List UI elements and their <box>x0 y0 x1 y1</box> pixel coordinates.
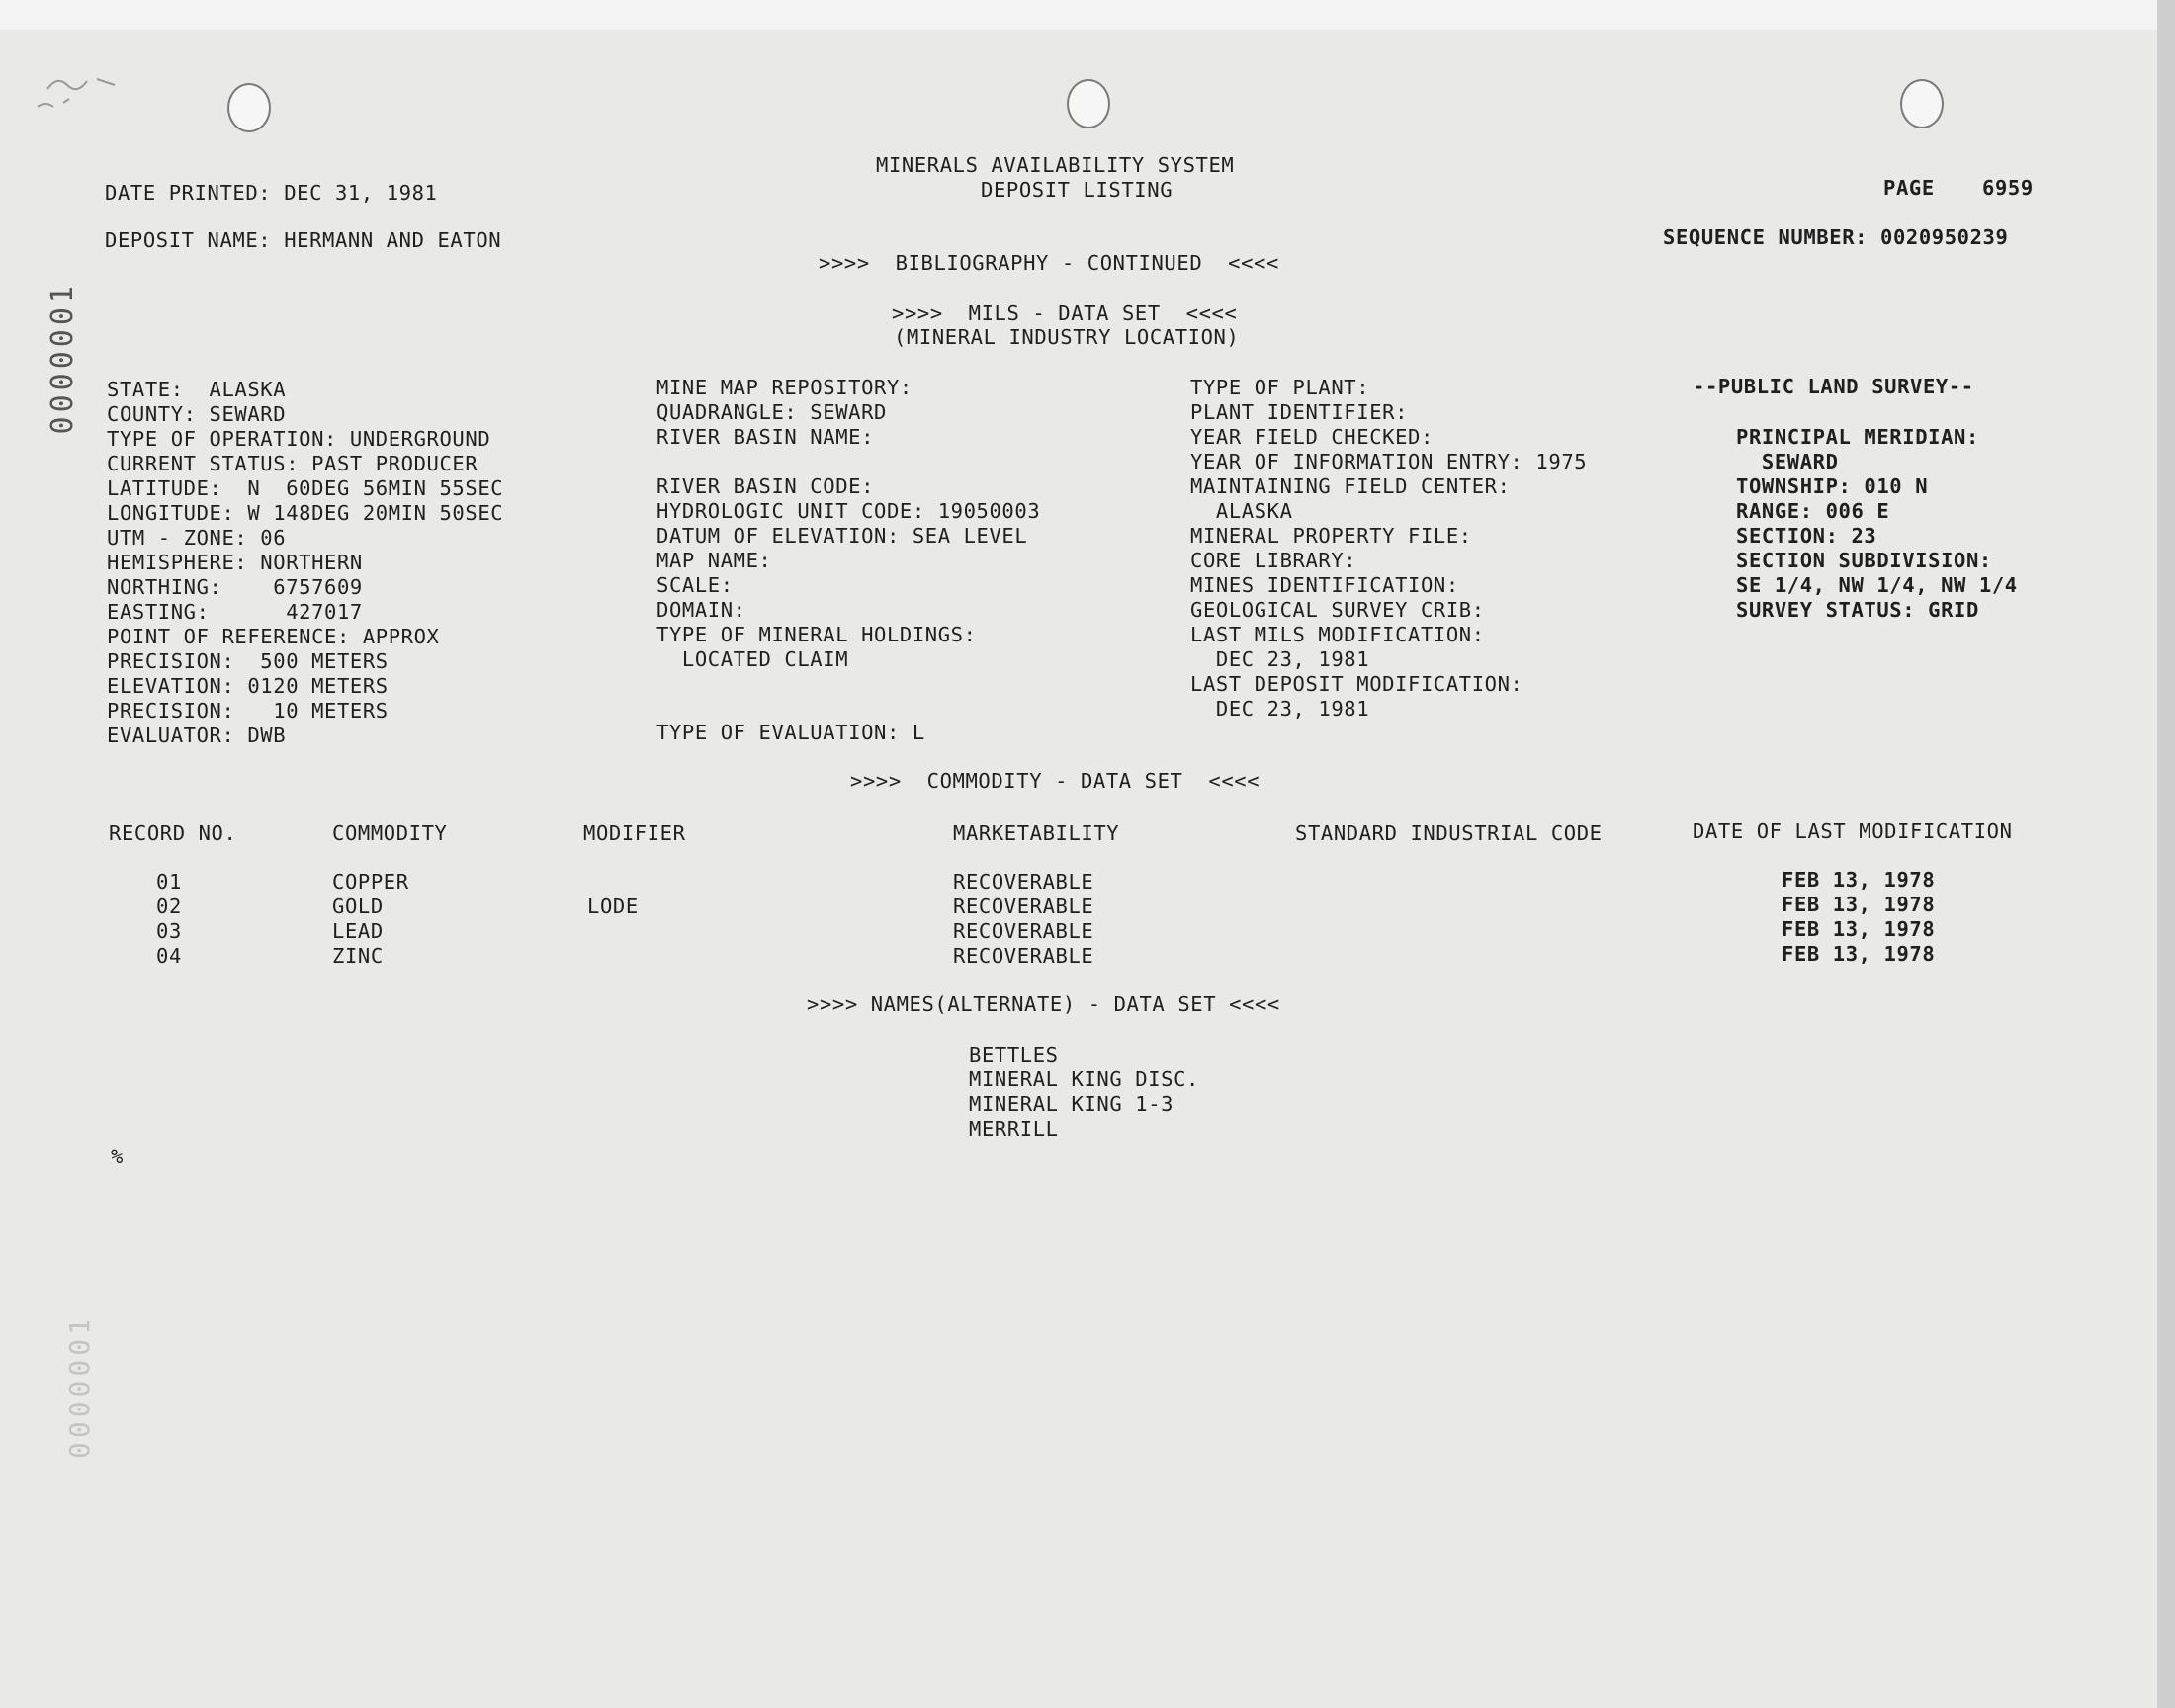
mils-field: DATUM OF ELEVATION: SEA LEVEL <box>656 524 1028 548</box>
page-label: PAGE <box>1883 176 1935 200</box>
mils-heading: >>>> MILS - DATA SET <<<< <box>892 301 1238 325</box>
mils-field: DEC 23, 1981 <box>1190 647 1370 671</box>
mils-field: POINT OF REFERENCE: APPROX <box>107 625 440 648</box>
mils-field: PLANT IDENTIFIER: <box>1190 400 1409 424</box>
list-item: BETTLES <box>969 1043 1059 1067</box>
mils-field: CURRENT STATUS: PAST PRODUCER <box>107 452 478 475</box>
mils-field: DEC 23, 1981 <box>1190 697 1370 721</box>
page-right-edge <box>2157 0 2175 1708</box>
mils-field: HYDROLOGIC UNIT CODE: 19050003 <box>656 499 1041 523</box>
mils-field: GEOLOGICAL SURVEY CRIB: <box>1190 598 1485 622</box>
names-heading: >>>> NAMES(ALTERNATE) - DATA SET <<<< <box>807 992 1280 1016</box>
last-modified-date: FEB 13, 1978 <box>1782 917 1936 941</box>
mils-field: PRECISION: 10 METERS <box>107 699 389 723</box>
microfiche-frame-code: 0000001 <box>45 282 80 435</box>
mils-field: EASTING: 427017 <box>107 600 363 624</box>
mils-field: RANGE: 006 E <box>1736 499 1890 523</box>
column-header: RECORD NO. <box>109 821 237 845</box>
mils-field: SECTION: 23 <box>1736 524 1877 548</box>
mils-field: TYPE OF MINERAL HOLDINGS: <box>656 623 977 646</box>
mils-field: TYPE OF OPERATION: UNDERGROUND <box>107 427 491 451</box>
record-number: 02 <box>156 895 182 918</box>
bibliography-heading: >>>> BIBLIOGRAPHY - CONTINUED <<<< <box>819 251 1279 275</box>
mils-field: TOWNSHIP: 010 N <box>1736 474 1929 498</box>
mils-field: MINERAL PROPERTY FILE: <box>1190 524 1472 548</box>
mils-subheading: (MINERAL INDUSTRY LOCATION) <box>894 325 1240 349</box>
punch-hole-center <box>1067 79 1110 128</box>
mils-field: TYPE OF EVALUATION: L <box>656 721 925 744</box>
deposit-name: DEPOSIT NAME: HERMANN AND EATON <box>105 228 502 252</box>
column-header: MODIFIER <box>583 821 686 845</box>
mils-field: PRINCIPAL MERIDIAN: <box>1736 425 1979 449</box>
modifier: LODE <box>587 895 639 918</box>
mils-field: EVALUATOR: DWB <box>107 724 287 747</box>
last-modified-date: FEB 13, 1978 <box>1782 868 1936 892</box>
mils-field: YEAR OF INFORMATION ENTRY: 1975 <box>1190 450 1588 473</box>
sequence-number: SEQUENCE NUMBER: 0020950239 <box>1663 225 2009 249</box>
mils-field: DOMAIN: <box>656 598 746 622</box>
list-item: MERRILL <box>969 1117 1059 1141</box>
pencil-scribble <box>28 67 166 117</box>
commodity-name: LEAD <box>332 919 384 943</box>
record-number: 01 <box>156 870 182 894</box>
punch-hole-right <box>1900 79 1944 128</box>
punch-hole-left <box>227 83 271 132</box>
mils-field: YEAR FIELD CHECKED: <box>1190 425 1434 449</box>
mils-field: RIVER BASIN NAME: <box>656 425 875 449</box>
mils-field: SCALE: <box>656 573 734 597</box>
page-number: 6959 <box>1982 176 2034 200</box>
mils-field: SE 1/4, NW 1/4, NW 1/4 <box>1736 573 2018 597</box>
mils-field: COUNTY: SEWARD <box>107 402 287 426</box>
faded-frame-code: 0000001 <box>63 1315 96 1460</box>
marketability: RECOVERABLE <box>953 919 1094 943</box>
commodity-name: COPPER <box>332 870 409 894</box>
mils-field: QUADRANGLE: SEWARD <box>656 400 887 424</box>
list-item: MINERAL KING DISC. <box>969 1068 1199 1091</box>
last-modified-date: FEB 13, 1978 <box>1782 942 1936 966</box>
record-number: 03 <box>156 919 182 943</box>
column-header: COMMODITY <box>332 821 448 845</box>
commodity-name: GOLD <box>332 895 384 918</box>
page-top-edge <box>0 0 2175 30</box>
mils-field: SEWARD <box>1736 450 1839 473</box>
mils-field: MINES IDENTIFICATION: <box>1190 573 1459 597</box>
mils-field: MINE MAP REPOSITORY: <box>656 376 913 399</box>
column-header: MARKETABILITY <box>953 821 1120 845</box>
column-header: DATE OF LAST MODIFICATION <box>1693 819 2013 843</box>
list-item: MINERAL KING 1-3 <box>969 1092 1174 1116</box>
commodity-name: ZINC <box>332 944 384 968</box>
mils-field: LAST MILS MODIFICATION: <box>1190 623 1485 646</box>
mils-field: ELEVATION: 0120 METERS <box>107 674 389 698</box>
last-modified-date: FEB 13, 1978 <box>1782 893 1936 916</box>
mils-field: RIVER BASIN CODE: <box>656 474 875 498</box>
date-printed: DATE PRINTED: DEC 31, 1981 <box>105 181 438 205</box>
mils-field: ALASKA <box>1190 499 1293 523</box>
mils-field: MAINTAINING FIELD CENTER: <box>1190 474 1511 498</box>
marketability: RECOVERABLE <box>953 895 1094 918</box>
record-number: 04 <box>156 944 182 968</box>
mils-field: LONGITUDE: W 148DEG 20MIN 50SEC <box>107 501 504 525</box>
listing-title: DEPOSIT LISTING <box>981 178 1174 202</box>
land-survey-heading: --PUBLIC LAND SURVEY-- <box>1693 375 1974 398</box>
marketability: RECOVERABLE <box>953 944 1094 968</box>
commodity-heading: >>>> COMMODITY - DATA SET <<<< <box>850 769 1261 793</box>
system-title: MINERALS AVAILABILITY SYSTEM <box>876 153 1235 177</box>
mils-field: LAST DEPOSIT MODIFICATION: <box>1190 672 1523 696</box>
marketability: RECOVERABLE <box>953 870 1094 894</box>
mils-field: TYPE OF PLANT: <box>1190 376 1370 399</box>
mils-field: SURVEY STATUS: GRID <box>1736 598 1979 622</box>
mils-field: CORE LIBRARY: <box>1190 549 1357 572</box>
column-header: STANDARD INDUSTRIAL CODE <box>1295 821 1603 845</box>
mils-field: HEMISPHERE: NORTHERN <box>107 551 363 574</box>
mils-field: UTM - ZONE: 06 <box>107 526 287 550</box>
mils-field: NORTHING: 6757609 <box>107 575 363 599</box>
mils-field: MAP NAME: <box>656 549 772 572</box>
mils-field: STATE: ALASKA <box>107 378 287 401</box>
mils-field: SECTION SUBDIVISION: <box>1736 549 1992 572</box>
end-marker: % <box>111 1145 124 1168</box>
mils-field: LOCATED CLAIM <box>656 647 849 671</box>
mils-field: LATITUDE: N 60DEG 56MIN 55SEC <box>107 476 504 500</box>
mils-field: PRECISION: 500 METERS <box>107 649 389 673</box>
